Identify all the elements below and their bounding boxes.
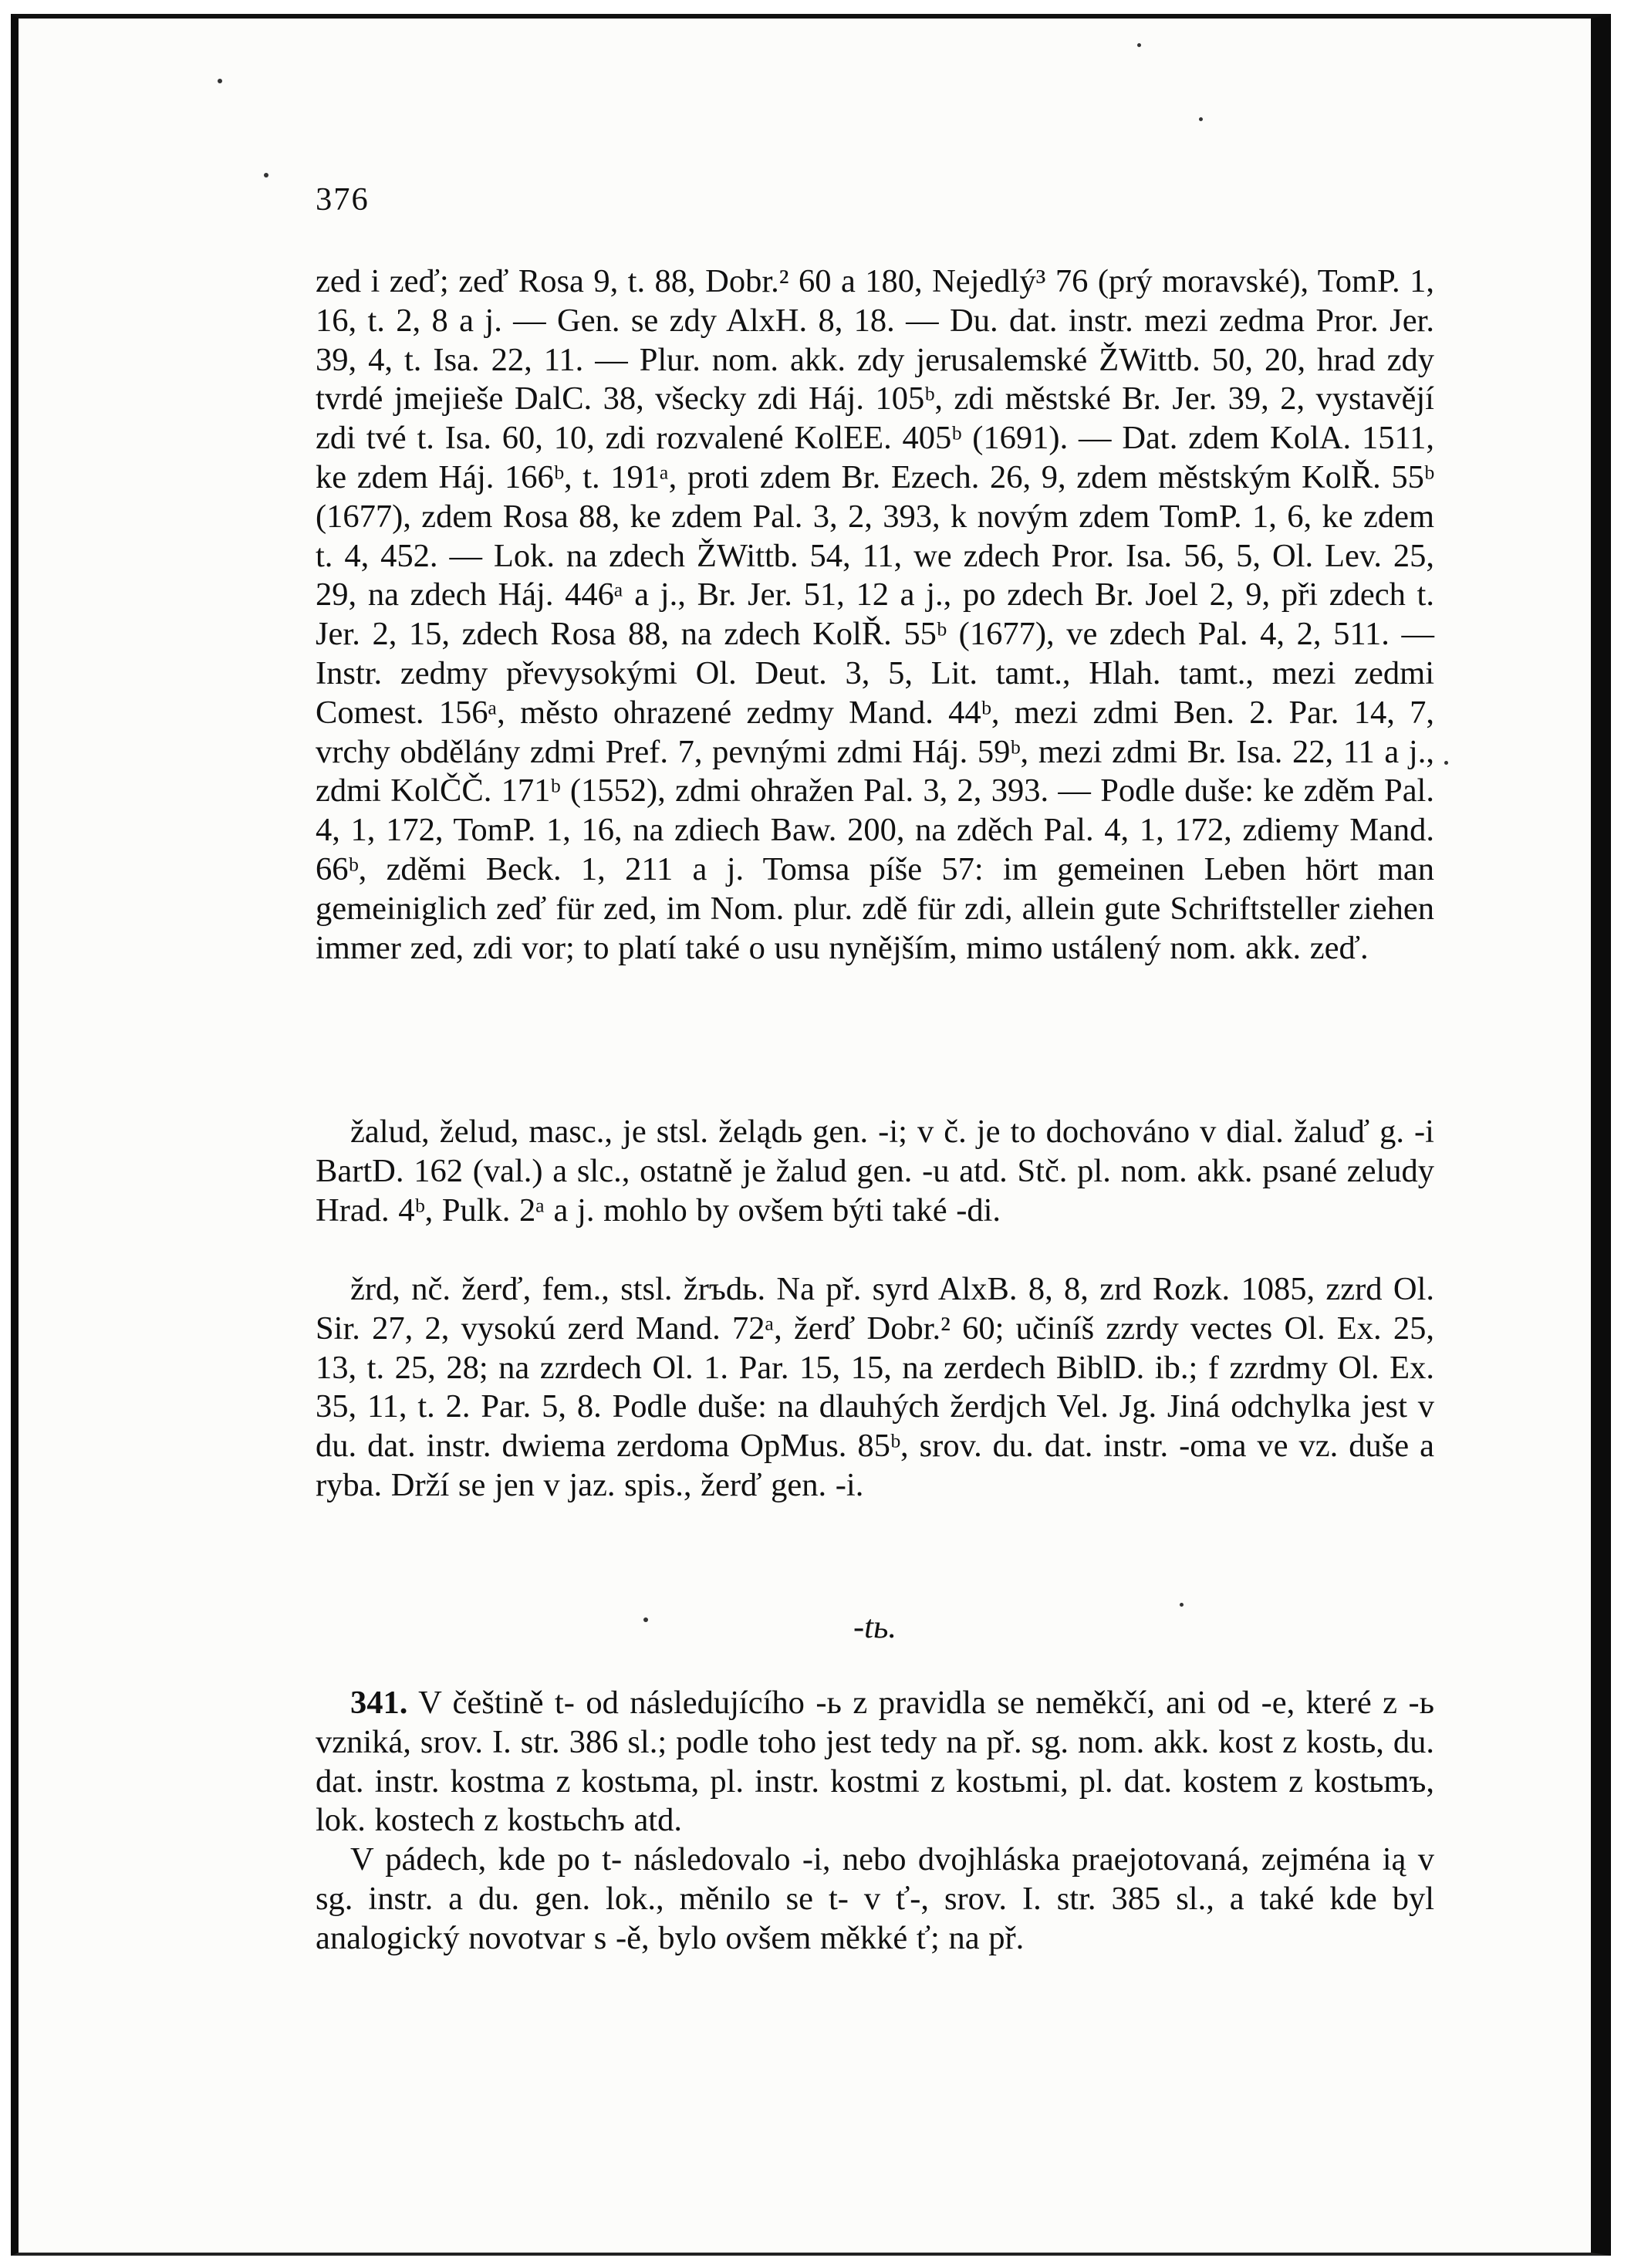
entry-zed — [316, 262, 1434, 968]
paragraph-padech: V pádech, kde po t- následovalo -i, nebo dvojhláska praejotovaná, zejména ią v sg. instr. a du. gen. lok., měnilo se t- v ť-, srov. I. str. 385 sl., a také kde byl analogický novotvar s -ě, bylo ovšem měkké ť; na př. — [316, 1841, 1434, 1956]
scan-speck — [643, 1617, 648, 1622]
scanned-page-frame — [11, 14, 1611, 2256]
paragraph-zed: zed i zeď; zeď Rosa 9, t. 88, Dobr.² 60 a 180, Nejedlý³ 76 (prý moravské), TomP. 1, 16, t. 2, 8 a j. — Gen. se zdy AlxH. 8, 18. — Du. dat. instr. mezi zedma Pror. Jer. 39, 4, t. Isa. 22, 11. — Plur. nom. akk. zdy jerusalemské ŽWittb. 50, 20, hrad zdy tvrdé jmejieše DalC. 38, všecky zdi Háj. 105ᵇ, zdi městské Br. Jer. 39, 2, vystavějí zdi tvé t. Isa. 60, 10, zdi rozvalené KolEE. 405ᵇ (1691). — Dat. zdem KolA. 1511, ke zdem Háj. 166ᵇ, t. 191ᵃ, proti zdem Br. Ezech. 26, 9, zdem městským KolŘ. 55ᵇ (1677), zdem Rosa 88, ke zdem Pal. 3, 2, 393, k novým zdem TomP. 1, 6, ke zdem t. 4, 452. — Lok. na zdech ŽWittb. 54, 11, we zdech Pror. Isa. 56, 5, Ol. Lev. 25, 29, na zdech Háj. 446ᵃ a j., Br. Jer. 51, 12 a j., po zdech Br. Joel 2, 9, při zdech t. Jer. 2, 15, zdech Rosa 88, na zdech KolŘ. 55ᵇ (1677), ve zdech Pal. 4, 2, 511. — Instr. zedmy převysokými Ol. Deut. 3, 5, Lit. tamt., Hlah. tamt., mezi zedmi Comest. 156ᵃ, město ohrazené zedmy Mand. 44ᵇ, mezi zdmi Ben. 2. Par. 14, 7, vrchy obdělány zdmi Pref. 7, pevnými zdmi Háj. 59ᵇ, mezi zdmi Br. Isa. 22, 11 a j., zdmi KolČČ. 171ᵇ (1552), zdmi ohražen Pal. 3, 2, 393. — Podle duše: ke zděm Pal. 4, 1, 172, TomP. 1, 16, na zdiech Baw. 200, na zděch Pal. 4, 1, 172, zdiemy Mand. 66ᵇ, zděmi Beck. 1, 211 a j. Tomsa píše 57: im gemeinen Leben hört man gemeiniglich zeď für zed, im Nom. plur. zdě für zdi, allein gute Schriftsteller ziehen immer zed, zdi vor; to platí také o usu nynějším, mimo ustálený nom. akk. zeď. — [316, 263, 1434, 966]
section-heading: -tь. — [853, 1609, 897, 1645]
scan-speck — [1137, 43, 1141, 47]
paragraph-341 — [316, 1684, 1434, 1840]
scan-speck — [1199, 117, 1203, 121]
page-number: 376 — [316, 181, 370, 218]
scan-speck — [218, 79, 222, 83]
entry-zalud — [316, 1113, 1434, 1230]
paragraph-zalud: žalud, želud, masc., je stsl. želądь gen. -i; v č. je to dochováno v dial. žaluď g. -i BartD. 162 (val.) a slc., ostatně je žalud gen. -u atd. Stč. pl. nom. akk. psané zeludy Hrad. 4ᵇ, Pulk. 2ᵃ a j. mohlo by ovšem býti také -di. — [316, 1114, 1434, 1229]
scan-speck — [1180, 1603, 1184, 1607]
paragraph-number: 341. — [350, 1685, 408, 1721]
scan-speck — [264, 173, 268, 177]
paragraph-341-text: V češtině t- od následujícího -ь z pravidla se neměkčí, ani od -e, které z -ь vzniká, srov. I. str. 386 sl.; podle toho jest tedy na př. sg. nom. akk. kost z kostь, du. dat. instr. kostma z kostьma, pl. instr. kostmi z kostьmi, pl. dat. kostem z kostьmъ, lok. kostech z kostьchъ atd. — [316, 1685, 1434, 1839]
paragraph-zrd: žrd, nč. žerď, fem., stsl. žrъdь. Na př. syrd AlxB. 8, 8, zrd Rozk. 1085, zzrd Ol. Sir. 27, 2, vysokú zerd Mand. 72ᵃ, žerď Dobr.² 60; učiníš zzrdy vectes Ol. Ex. 25, 13, t. 25, 28; na zzrdech Ol. 1. Par. 15, 15, na zerdech BiblD. ib.; f zzrdmy Ol. Ex. 35, 11, t. 2. Par. 5, 8. Podle duše: na dlauhých žerdjch Vel. Jg. Jiná odchylka jest v du. dat. instr. dwiema zerdoma OpMus. 85ᵇ, srov. du. dat. instr. -oma ve vz. duše a ryba. Drží se jen v jaz. spis., žerď gen. -i. — [316, 1271, 1434, 1503]
scan-speck — [1444, 761, 1448, 765]
paragraph-341-block — [316, 1684, 1434, 1959]
entry-zrd — [316, 1270, 1434, 1506]
